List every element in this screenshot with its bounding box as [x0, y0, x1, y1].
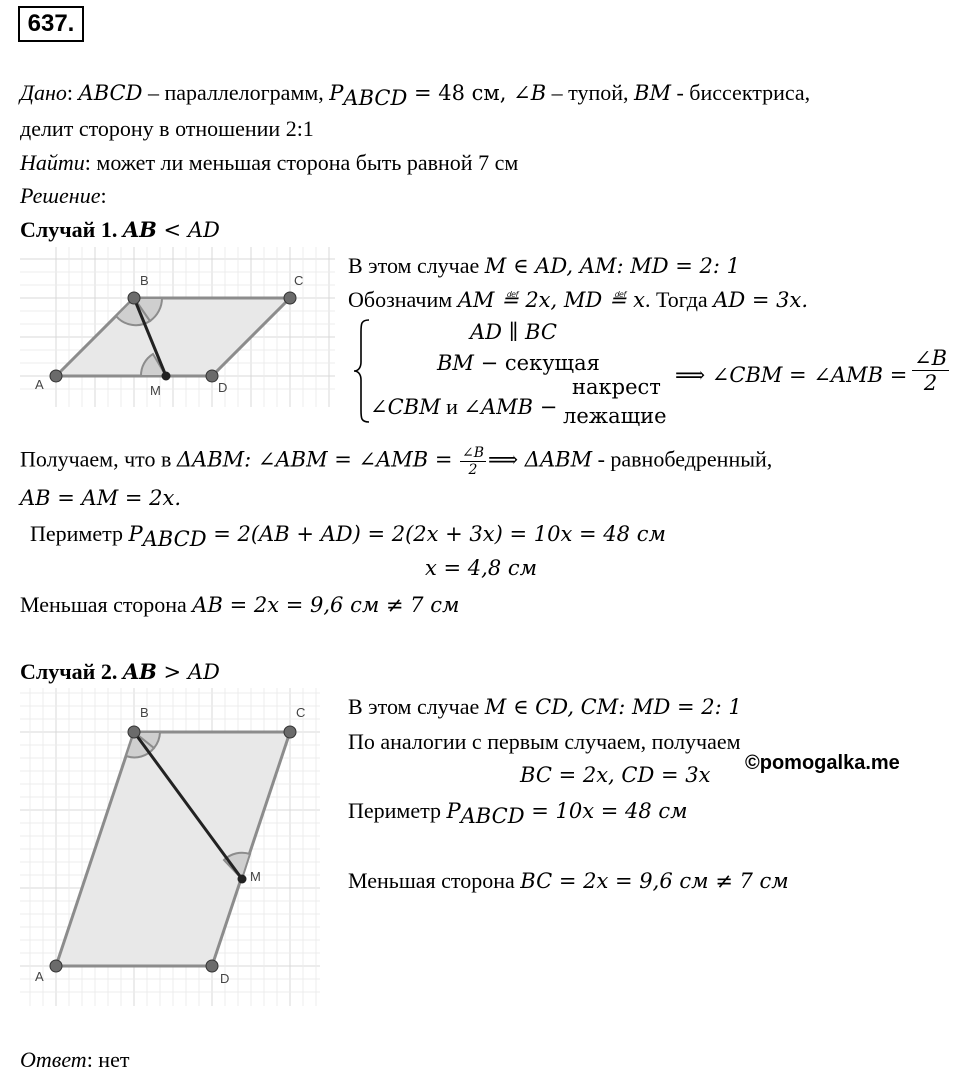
find-line: Найти: может ли меньшая сторона быть равной 7 см [20, 150, 519, 175]
point-b-2 [128, 726, 140, 738]
point-m-1 [162, 372, 171, 381]
case2-figure [20, 688, 320, 1006]
problem-number: 637. [18, 6, 84, 42]
watermark: ©pomogalka.me [745, 752, 900, 774]
system-line-2: BM − секущая [437, 351, 600, 375]
case1-line-1: В этом случае M ∈ AD, AM: MD = 2: 1 [348, 253, 740, 278]
point-d-1 [206, 370, 218, 382]
case1-perimeter: Периметр $P_{ABCD} = 2(AB + AD) = 2(2x + 3x) = 10x = 48$ см [30, 521, 666, 551]
case2-line-2: По аналогии с первым случаем, получаем [348, 729, 741, 754]
label-a-1: A [35, 377, 44, 392]
case1-x-value: x = 4,8 см [425, 556, 538, 580]
point-b-1 [128, 292, 140, 304]
point-m-2 [238, 875, 247, 884]
case2-line-3: BC = 2x, CD = 3x [520, 763, 711, 787]
case2-title: Случай 2. AB > AD [20, 659, 220, 684]
given-label: Дано [20, 80, 67, 105]
label-c-2: C [296, 705, 306, 720]
case2-line-1: В этом случае M ∈ CD, CM: MD = 2: 1 [348, 694, 742, 719]
case2-smaller-side: Меньшая сторона BC = 2x = 9,6 см ≠ 7 см [348, 868, 789, 893]
point-c-1 [284, 292, 296, 304]
system-word-1: накрест [572, 375, 661, 399]
case1-get-line: Получаем, что в ΔABM: ∠ABM = ∠AMB = $\frac{\angle B}{2}$ ⟹ ΔABM - равнобедренный, [20, 445, 773, 479]
label-a-2: A [35, 969, 44, 984]
system-implies: ⟹ ∠CBM = ∠AMB = [675, 363, 908, 387]
system-line-3: ∠CBM и ∠AMB − [370, 394, 558, 419]
label-b-2: B [140, 705, 149, 720]
case1-ab-eq: AB = AM = 2x. [20, 486, 182, 510]
label-m-1: M [150, 383, 161, 398]
label-d-1: D [218, 380, 228, 395]
case1-figure [20, 247, 335, 407]
case2-perimeter: Периметр $P_{ABCD} = 10x = 48$ см [348, 798, 688, 828]
system-line-1: AD ∥ BC [470, 320, 557, 344]
label-c-1: C [294, 273, 304, 288]
system-word-2: лежащие [563, 404, 667, 428]
solution-label: Решение: [20, 183, 107, 208]
given-line-1: Дано: ABCD – параллелограмм, $P_{ABCD} = 48$ см, ∠B – тупой, BM - биссектриса, [20, 80, 811, 110]
label-d-2: D [220, 971, 230, 986]
case1-smaller-side: Меньшая сторона AB = 2x = 9,6 см ≠ 7 см [20, 592, 460, 617]
answer-label: Ответ [20, 1047, 87, 1072]
system-fraction: $\frac{\angle B}{2}$ [914, 346, 948, 396]
given-line-2: делит сторону в отношении 2:1 [20, 116, 314, 141]
label-b-1: B [140, 273, 149, 288]
case1-title: Случай 1. AB < AD [20, 217, 220, 242]
point-c-2 [284, 726, 296, 738]
point-a-1 [50, 370, 62, 382]
find-label: Найти [20, 150, 85, 175]
case1-line-2: Обозначим AM ≝ 2x, MD ≝ x. Тогда AD = 3x. [348, 287, 809, 312]
point-a-2 [50, 960, 62, 972]
system-brace [352, 318, 372, 424]
point-d-2 [206, 960, 218, 972]
answer-line: Ответ: нет [20, 1047, 130, 1072]
label-m-2: M [250, 869, 261, 884]
